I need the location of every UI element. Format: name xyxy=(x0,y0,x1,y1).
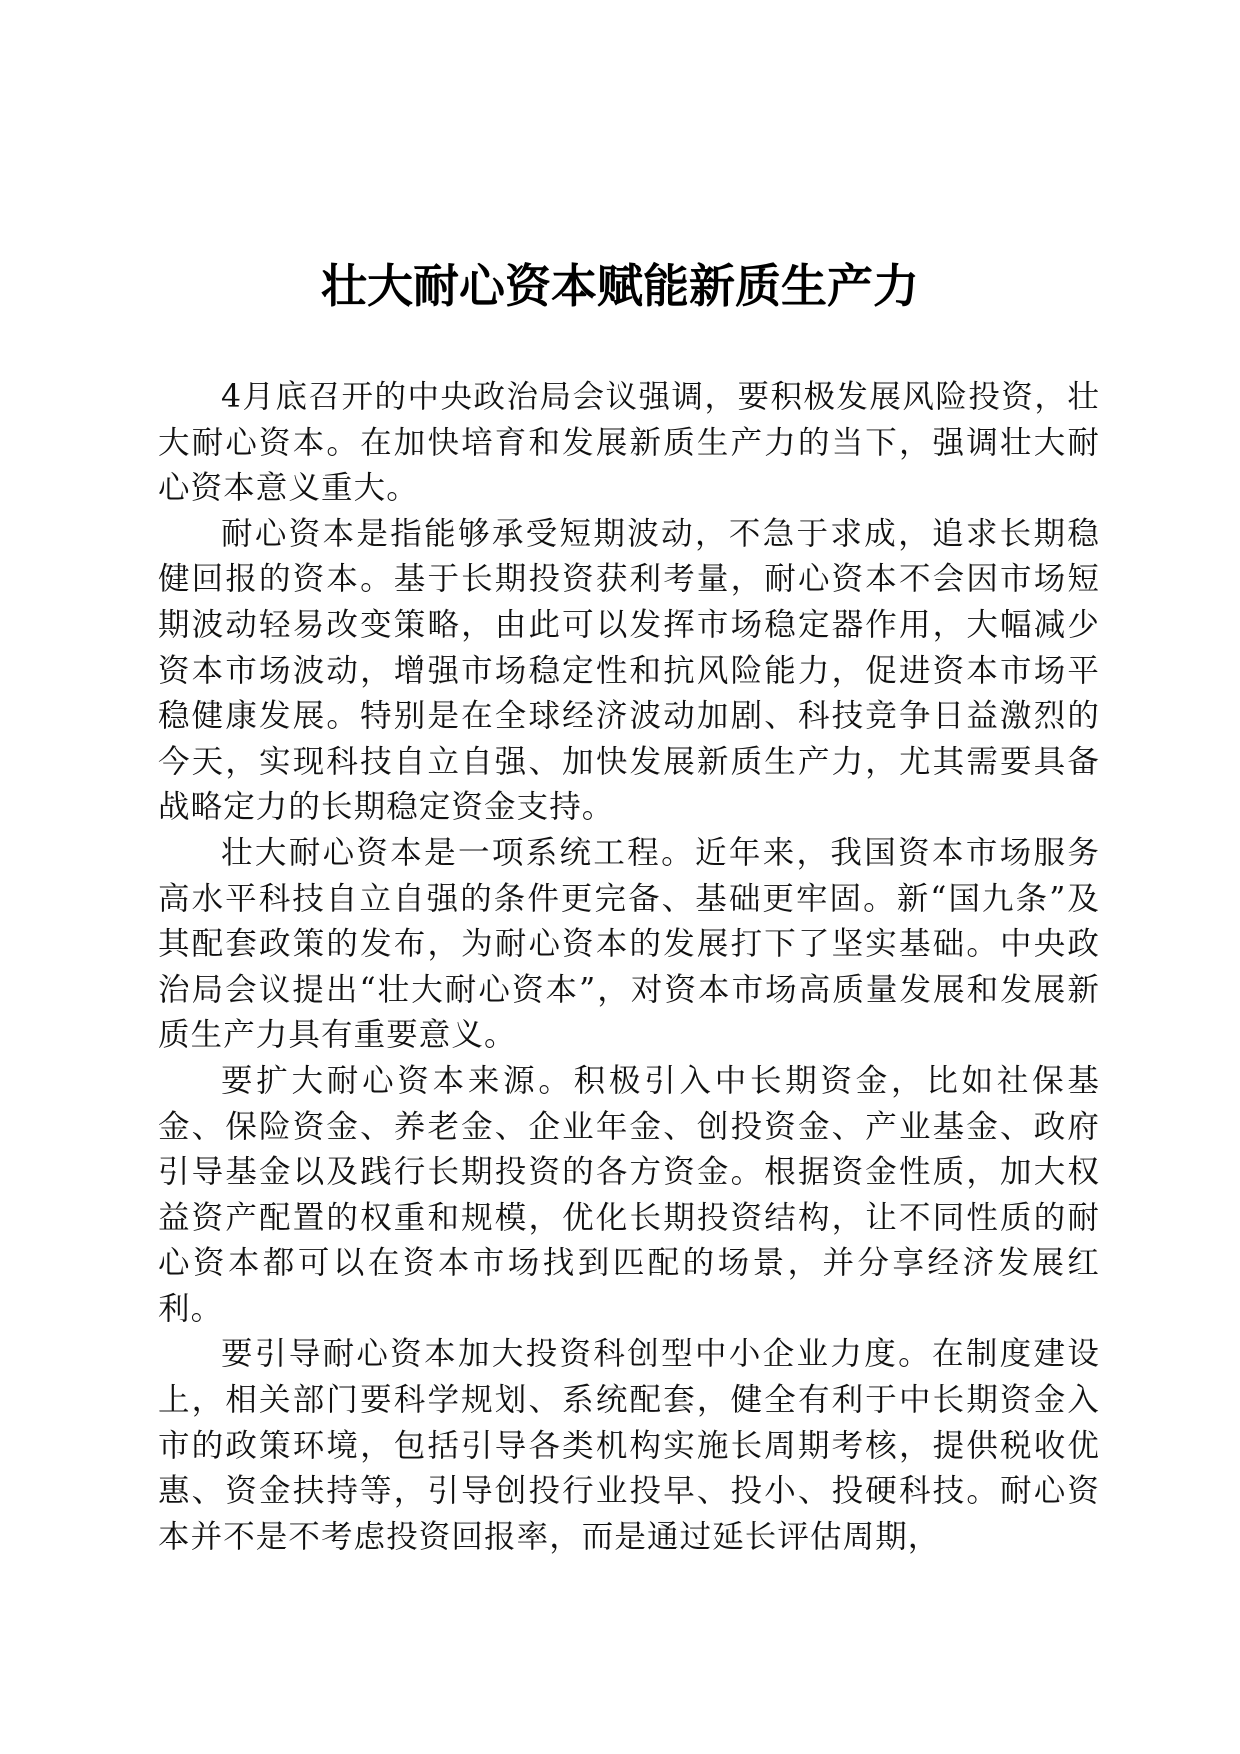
paragraph: 要扩大耐心资本来源。积极引入中长期资金，比如社保基金、保险资金、养老金、企业年金、创投资金、产业基金、政府引导基金以及践行长期投资的各方资金。根据资金性质，加大权益资产配置的权重和规模，优化长期投资结构，让不同性质的耐心资本都可以在资本市场找到匹配的场景，并分享经济发展红利。 xyxy=(158,1062,1100,1327)
document-body xyxy=(158,375,1100,1560)
paragraph: 耐心资本是指能够承受短期波动，不急于求成，追求长期稳健回报的资本。基于长期投资获利考量，耐心资本不会因市场短期波动轻易改变策略，由此可以发挥市场稳定器作用，大幅减少资本市场波动，增强市场稳定性和抗风险能力，促进资本市场平稳健康发展。特别是在全球经济波动加剧、科技竞争日益激烈的今天，实现科技自立自强、加快发展新质生产力，尤其需要具备战略定力的长期稳定资金支持。 xyxy=(158,515,1100,826)
paragraph: 4月底召开的中央政治局会议强调，要积极发展风险投资，壮大耐心资本。在加快培育和发展新质生产力的当下，强调壮大耐心资本意义重大。 xyxy=(158,379,1100,507)
paragraph: 要引导耐心资本加大投资科创型中小企业力度。在制度建设上，相关部门要科学规划、系统配套，健全有利于中长期资金入市的政策环境，包括引导各类机构实施长周期考核，提供税收优惠、资金扶持等，引导创投行业投早、投小、投硬科技。耐心资本并不是不考虑投资回报率，而是通过延长评估周期， xyxy=(158,1336,1100,1555)
paragraph: 壮大耐心资本是一项系统工程。近年来，我国资本市场服务高水平科技自立自强的条件更完备、基础更牢固。新“国九条”及其配套政策的发布，为耐心资本的发展打下了坚实基础。中央政治局会议提出“壮大耐心资本”，对资本市场高质量发展和发展新质生产力具有重要意义。 xyxy=(158,834,1100,1054)
document-title: 壮大耐心资本赋能新质生产力 xyxy=(321,259,919,313)
